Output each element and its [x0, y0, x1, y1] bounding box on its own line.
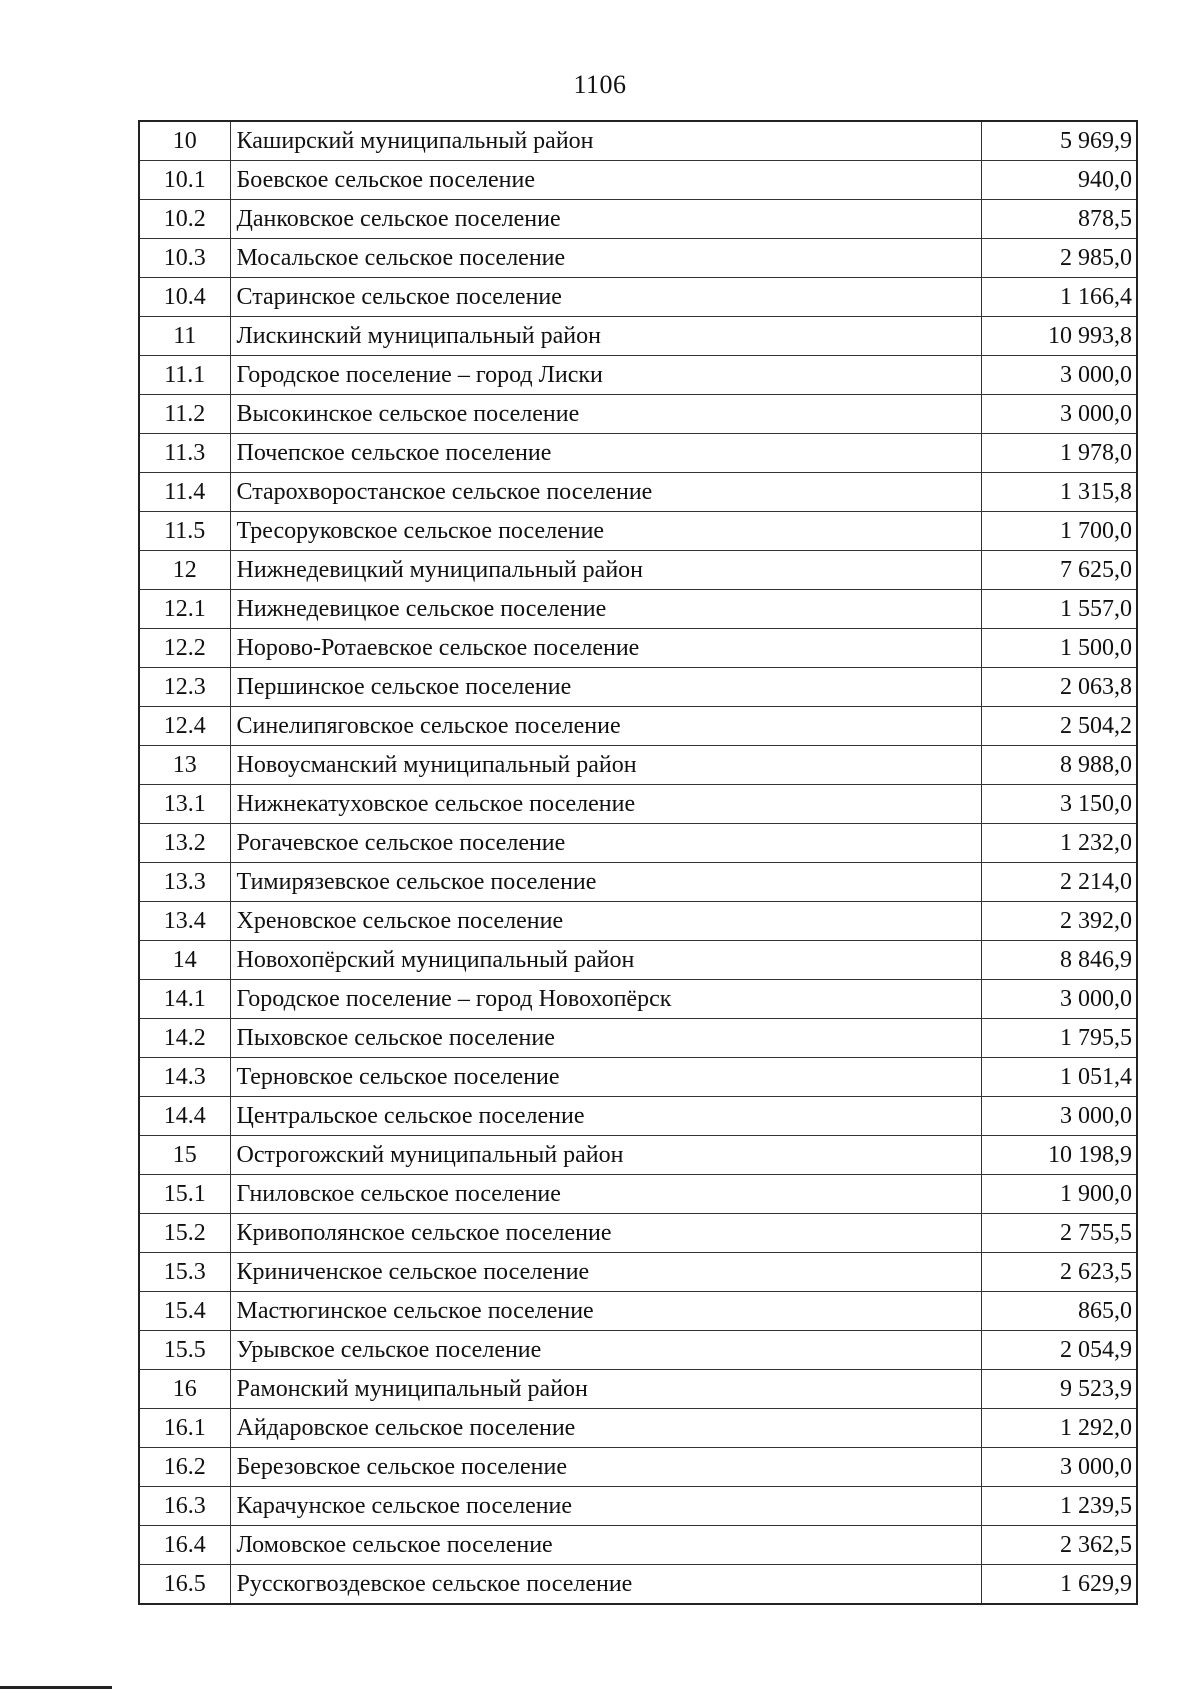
table-row: [139, 317, 1137, 356]
amount-cell: 1 232,0: [981, 824, 1137, 863]
amount-cell: 1 557,0: [981, 590, 1137, 629]
municipality-name-cell: Центральское сельское поселение: [230, 1097, 981, 1136]
table-row: [139, 629, 1137, 668]
amount-cell: 1 978,0: [981, 434, 1137, 473]
row-number-cell: 15.2: [139, 1214, 230, 1253]
amount-cell: 8 846,9: [981, 941, 1137, 980]
row-number-cell: 16.3: [139, 1487, 230, 1526]
amount-cell: 3 000,0: [981, 395, 1137, 434]
municipality-name-cell: Городское поселение – город Лиски: [230, 356, 981, 395]
row-number-cell: 13.3: [139, 863, 230, 902]
municipality-name-cell: Березовское сельское поселение: [230, 1448, 981, 1487]
amount-cell: 1 629,9: [981, 1565, 1137, 1605]
row-number-cell: 11: [139, 317, 230, 356]
table-row: [139, 1058, 1137, 1097]
row-number-cell: 16: [139, 1370, 230, 1409]
table-row: [139, 1097, 1137, 1136]
amount-cell: 1 795,5: [981, 1019, 1137, 1058]
row-number-cell: 11.2: [139, 395, 230, 434]
row-number-cell: 11.5: [139, 512, 230, 551]
municipality-name-cell: Острогожский муниципальный район: [230, 1136, 981, 1175]
municipality-name-cell: Каширский муниципальный район: [230, 121, 981, 161]
amount-cell: 1 292,0: [981, 1409, 1137, 1448]
row-number-cell: 14.3: [139, 1058, 230, 1097]
municipality-name-cell: Данковское сельское поселение: [230, 200, 981, 239]
amount-cell: 1 166,4: [981, 278, 1137, 317]
table-row: [139, 1487, 1137, 1526]
amount-cell: 10 993,8: [981, 317, 1137, 356]
row-number-cell: 12: [139, 551, 230, 590]
municipality-name-cell: Гниловское сельское поселение: [230, 1175, 981, 1214]
municipality-name-cell: Мастюгинское сельское поселение: [230, 1292, 981, 1331]
municipality-name-cell: Карачунское сельское поселение: [230, 1487, 981, 1526]
amount-cell: 2 054,9: [981, 1331, 1137, 1370]
table-row: [139, 434, 1137, 473]
amount-cell: 7 625,0: [981, 551, 1137, 590]
row-number-cell: 10.1: [139, 161, 230, 200]
amount-cell: 1 900,0: [981, 1175, 1137, 1214]
page-number: 1106: [573, 70, 627, 99]
row-number-cell: 13.4: [139, 902, 230, 941]
table-body: [139, 121, 1137, 1604]
amount-cell: 9 523,9: [981, 1370, 1137, 1409]
amount-cell: 3 000,0: [981, 1097, 1137, 1136]
row-number-cell: 15: [139, 1136, 230, 1175]
amount-cell: 1 500,0: [981, 629, 1137, 668]
amount-cell: 2 392,0: [981, 902, 1137, 941]
municipality-name-cell: Новоусманский муниципальный район: [230, 746, 981, 785]
table-row: [139, 863, 1137, 902]
table-row: [139, 1370, 1137, 1409]
municipality-name-cell: Старохворостанское сельское поселение: [230, 473, 981, 512]
table-row: [139, 1448, 1137, 1487]
municipality-name-cell: Норово-Ротаевское сельское поселение: [230, 629, 981, 668]
row-number-cell: 10.2: [139, 200, 230, 239]
municipality-name-cell: Тимирязевское сельское поселение: [230, 863, 981, 902]
municipality-name-cell: Кривополянское сельское поселение: [230, 1214, 981, 1253]
row-number-cell: 11.1: [139, 356, 230, 395]
amount-cell: 2 755,5: [981, 1214, 1137, 1253]
municipality-name-cell: Хреновское сельское поселение: [230, 902, 981, 941]
row-number-cell: 15.1: [139, 1175, 230, 1214]
row-number-cell: 13.2: [139, 824, 230, 863]
table-row: [139, 902, 1137, 941]
table-row: [139, 278, 1137, 317]
table-row: [139, 1526, 1137, 1565]
table-row: [139, 200, 1137, 239]
municipality-name-cell: Тресоруковское сельское поселение: [230, 512, 981, 551]
table-row: [139, 746, 1137, 785]
table-row: [139, 1136, 1137, 1175]
amount-cell: 3 150,0: [981, 785, 1137, 824]
amount-cell: 1 051,4: [981, 1058, 1137, 1097]
row-number-cell: 14.2: [139, 1019, 230, 1058]
table-row: [139, 161, 1137, 200]
municipality-name-cell: Пыховское сельское поселение: [230, 1019, 981, 1058]
row-number-cell: 12.2: [139, 629, 230, 668]
amount-cell: 2 504,2: [981, 707, 1137, 746]
row-number-cell: 15.3: [139, 1253, 230, 1292]
table-row: [139, 1565, 1137, 1605]
municipality-name-cell: Терновское сельское поселение: [230, 1058, 981, 1097]
amount-cell: 3 000,0: [981, 980, 1137, 1019]
amount-cell: 2 623,5: [981, 1253, 1137, 1292]
municipality-name-cell: Рогачевское сельское поселение: [230, 824, 981, 863]
municipality-name-cell: Нижнедевицкий муниципальный район: [230, 551, 981, 590]
budget-table-container: [138, 120, 1136, 1605]
row-number-cell: 10.4: [139, 278, 230, 317]
row-number-cell: 16.1: [139, 1409, 230, 1448]
municipality-name-cell: Рамонский муниципальный район: [230, 1370, 981, 1409]
table-row: [139, 980, 1137, 1019]
amount-cell: 1 700,0: [981, 512, 1137, 551]
amount-cell: 3 000,0: [981, 356, 1137, 395]
table-row: [139, 239, 1137, 278]
row-number-cell: 16.2: [139, 1448, 230, 1487]
municipality-name-cell: Нижнекатуховское сельское поселение: [230, 785, 981, 824]
row-number-cell: 13.1: [139, 785, 230, 824]
municipality-name-cell: Айдаровское сельское поселение: [230, 1409, 981, 1448]
table-row: [139, 1214, 1137, 1253]
amount-cell: 940,0: [981, 161, 1137, 200]
amount-cell: 865,0: [981, 1292, 1137, 1331]
municipality-name-cell: Высокинское сельское поселение: [230, 395, 981, 434]
table-row: [139, 1253, 1137, 1292]
row-number-cell: 16.4: [139, 1526, 230, 1565]
amount-cell: 1 315,8: [981, 473, 1137, 512]
table-row: [139, 1175, 1137, 1214]
row-number-cell: 14.1: [139, 980, 230, 1019]
amount-cell: 2 063,8: [981, 668, 1137, 707]
table-row: [139, 551, 1137, 590]
municipality-name-cell: Городское поселение – город Новохопёрск: [230, 980, 981, 1019]
municipality-name-cell: Новохопёрский муниципальный район: [230, 941, 981, 980]
municipality-name-cell: Мосальское сельское поселение: [230, 239, 981, 278]
municipality-name-cell: Боевское сельское поселение: [230, 161, 981, 200]
municipality-name-cell: Русскогвоздевское сельское поселение: [230, 1565, 981, 1605]
row-number-cell: 15.5: [139, 1331, 230, 1370]
row-number-cell: 11.4: [139, 473, 230, 512]
municipality-name-cell: Криниченское сельское поселение: [230, 1253, 981, 1292]
table-row: [139, 707, 1137, 746]
amount-cell: 2 214,0: [981, 863, 1137, 902]
row-number-cell: 13: [139, 746, 230, 785]
row-number-cell: 14: [139, 941, 230, 980]
row-number-cell: 10.3: [139, 239, 230, 278]
row-number-cell: 12.3: [139, 668, 230, 707]
municipality-name-cell: Нижнедевицкое сельское поселение: [230, 590, 981, 629]
municipality-name-cell: Першинское сельское поселение: [230, 668, 981, 707]
row-number-cell: 12.4: [139, 707, 230, 746]
table-row: [139, 395, 1137, 434]
municipality-name-cell: Почепское сельское поселение: [230, 434, 981, 473]
table-row: [139, 1019, 1137, 1058]
row-number-cell: 16.5: [139, 1565, 230, 1605]
row-number-cell: 11.3: [139, 434, 230, 473]
row-number-cell: 12.1: [139, 590, 230, 629]
amount-cell: 2 985,0: [981, 239, 1137, 278]
row-number-cell: 10: [139, 121, 230, 161]
footer-rule: [0, 1686, 112, 1689]
table-row: [139, 473, 1137, 512]
table-row: [139, 590, 1137, 629]
table-row: [139, 824, 1137, 863]
table-row: [139, 1409, 1137, 1448]
amount-cell: 1 239,5: [981, 1487, 1137, 1526]
amount-cell: 8 988,0: [981, 746, 1137, 785]
budget-table: [138, 120, 1138, 1605]
row-number-cell: 14.4: [139, 1097, 230, 1136]
amount-cell: 5 969,9: [981, 121, 1137, 161]
municipality-name-cell: Синелипяговское сельское поселение: [230, 707, 981, 746]
table-row: [139, 785, 1137, 824]
amount-cell: 10 198,9: [981, 1136, 1137, 1175]
table-row: [139, 512, 1137, 551]
municipality-name-cell: Старинское сельское поселение: [230, 278, 981, 317]
row-number-cell: 15.4: [139, 1292, 230, 1331]
municipality-name-cell: Урывское сельское поселение: [230, 1331, 981, 1370]
amount-cell: 2 362,5: [981, 1526, 1137, 1565]
table-row: [139, 668, 1137, 707]
amount-cell: 3 000,0: [981, 1448, 1137, 1487]
municipality-name-cell: Лискинский муниципальный район: [230, 317, 981, 356]
table-row: [139, 941, 1137, 980]
table-row: [139, 1331, 1137, 1370]
table-row: [139, 356, 1137, 395]
amount-cell: 878,5: [981, 200, 1137, 239]
municipality-name-cell: Ломовское сельское поселение: [230, 1526, 981, 1565]
table-row: [139, 1292, 1137, 1331]
table-row: [139, 121, 1137, 161]
